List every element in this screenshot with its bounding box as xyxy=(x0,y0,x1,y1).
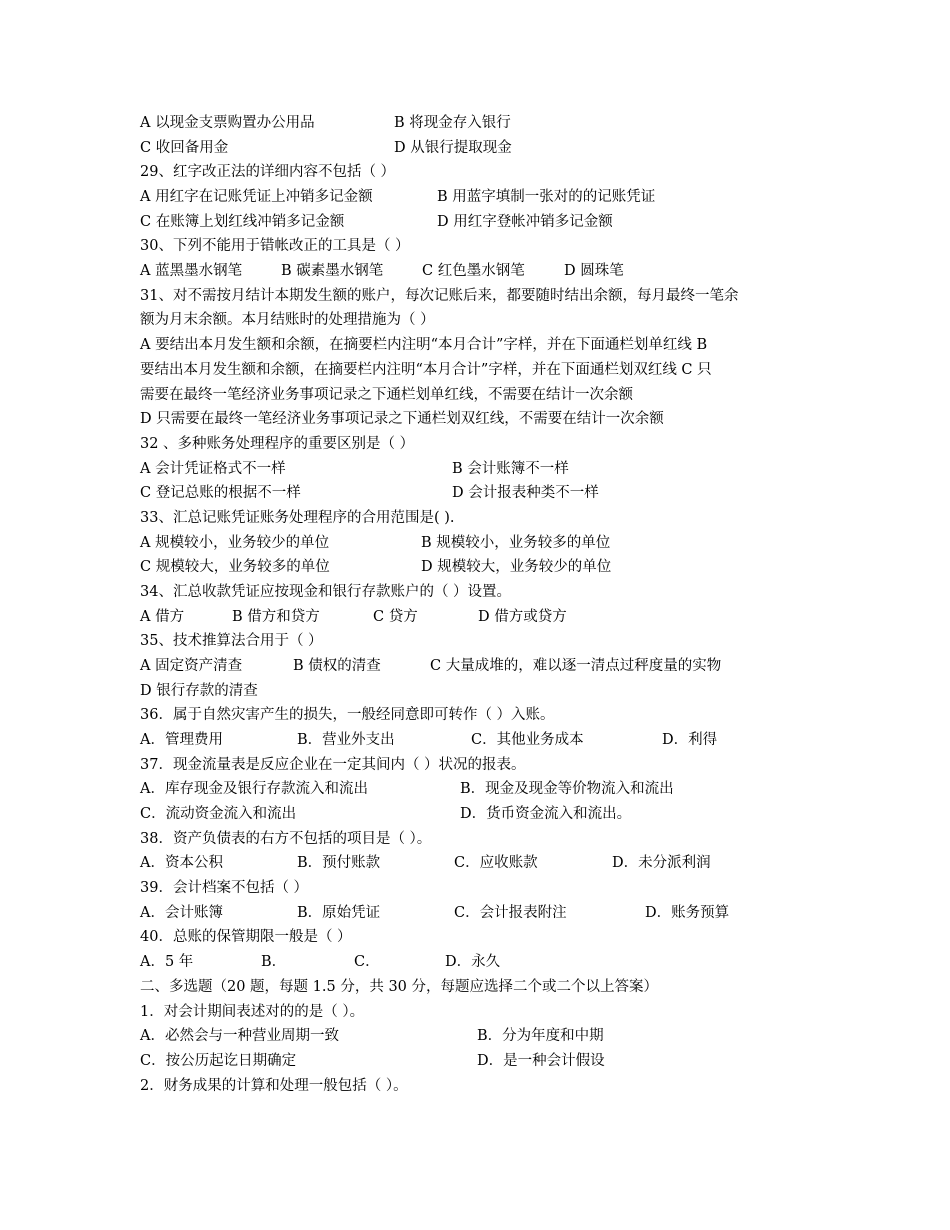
line-text: 要结出本月发生额和余额，在摘要栏内注明“本月合计”字样，并在下面通栏划双红线 C 只 xyxy=(140,361,712,378)
option-text: A．会计账簿 xyxy=(140,904,223,921)
option-text: B 借方和贷方 xyxy=(232,608,320,625)
option-text: D．货币资金流入和流出。 xyxy=(460,806,632,822)
option-text: A．必然会与一种营业周期一致 xyxy=(140,1028,339,1045)
option-text: B 债权的清查 xyxy=(293,658,381,674)
option-text: B 规模较小，业务较多的单位 xyxy=(421,534,611,551)
line-text: 32 、多种账务处理程序的重要区别是（ ） xyxy=(140,435,415,452)
line-text: 38．资产负债表的右方不包括的项目是（ ）。 xyxy=(140,830,432,847)
option-text: C 规模较大，业务较多的单位 xyxy=(140,559,330,576)
option-text: A．管理费用 xyxy=(140,732,223,748)
option-text: A 用红字在记账凭证上冲销多记金额 xyxy=(140,189,373,205)
line-text: 30、下列不能用于错帐改正的工具是（ ） xyxy=(140,238,410,255)
option-text: D 圆珠笔 xyxy=(564,263,624,280)
option-text: D．永久 xyxy=(445,954,501,971)
line-text: 31、对不需按月结计本期发生额的账户，每次记账后来，都要随时结出余额，每月最终一笔余 xyxy=(140,287,739,304)
option-text: B 用蓝字填制一张对的的记账凭证 xyxy=(437,189,656,205)
option-text: D 从银行提取现金 xyxy=(394,139,512,156)
option-text: D．账务预算 xyxy=(645,904,730,921)
option-text: D．是一种会计假设 xyxy=(477,1052,605,1069)
option-text: C 贷方 xyxy=(373,608,418,625)
option-text: B．现金及现金等价物流入和流出 xyxy=(460,781,674,798)
option-text: A 会计凭证格式不一样 xyxy=(140,460,286,477)
line-text: A 要结出本月发生额和余额，在摘要栏内注明“本月合计”字样，并在下面通栏划单红线 B xyxy=(140,337,708,354)
line-text: 1．对会计期间表述对的的是（ ）。 xyxy=(140,1003,365,1020)
option-text: D．未分派利润 xyxy=(612,855,711,872)
option-text: C 在账簿上划红线冲销多记金额 xyxy=(140,213,345,230)
option-text: C 大量成堆的，难以逐一清点过秤度量的实物 xyxy=(430,658,722,674)
option-text: C．按公历起讫日期确定 xyxy=(140,1052,297,1069)
option-text: B 将现金存入银行 xyxy=(394,115,511,131)
line-text: 37．现金流量表是反应企业在一定其间内（ ）状况的报表。 xyxy=(140,756,526,773)
option-text: C．应收账款 xyxy=(454,855,538,872)
option-text: A．资本公积 xyxy=(140,855,223,872)
option-text: C 登记总账的根据不一样 xyxy=(140,485,301,502)
option-text: A 蓝黑墨水钢笔 xyxy=(140,263,243,280)
option-text: B． xyxy=(261,954,287,971)
option-text: B．原始凭证 xyxy=(297,904,381,921)
option-text: C 红色墨水钢笔 xyxy=(422,263,525,280)
option-text: D 规模较大，业务较少的单位 xyxy=(421,559,612,576)
line-text: 35、技术推算法合用于（ ） xyxy=(140,633,323,650)
line-text: D 银行存款的清查 xyxy=(140,682,258,699)
option-text: B．预付账款 xyxy=(297,855,381,872)
option-text: A 规模较小，业务较少的单位 xyxy=(140,534,330,551)
line-text: D 只需要在最终一笔经济业务事项记录之下通栏划双红线，不需要在结计一次余额 xyxy=(140,411,664,428)
option-text: B．营业外支出 xyxy=(297,732,395,748)
line-text: 33、汇总记账凭证账务处理程序的合用范围是( ). xyxy=(140,509,455,526)
line-text: 额为月末余额。本月结账时的处理措施为（ ） xyxy=(140,312,435,329)
option-text: A 以现金支票购置办公用品 xyxy=(140,115,315,131)
line-text: 二、多选题（20 题，每题 1.5 分，共 30 分，每题应选择二个或二个以上答案） xyxy=(140,978,659,995)
option-text: B 会计账簿不一样 xyxy=(452,460,569,477)
line-text: 40．总账的保管期限一般是（ ） xyxy=(140,929,352,946)
line-text: 34、汇总收款凭证应按现金和银行存款账户的（ ）设置。 xyxy=(140,583,512,600)
option-text: A 借方 xyxy=(140,608,185,625)
option-text: A．5 年 xyxy=(140,954,194,971)
option-text: C．其他业务成本 xyxy=(471,732,584,748)
option-text: A 固定资产清查 xyxy=(140,658,243,674)
option-text: C 收回备用金 xyxy=(140,139,229,156)
line-text: 39．会计档案不包括（ ） xyxy=(140,880,309,897)
option-text: D 用红字登帐冲销多记金额 xyxy=(437,213,613,230)
option-text: A．库存现金及银行存款流入和流出 xyxy=(140,781,368,798)
option-text: D．利得 xyxy=(662,732,718,748)
option-text: D 会计报表种类不一样 xyxy=(452,485,599,502)
option-text: C．流动资金流入和流出 xyxy=(140,806,297,822)
option-text: C．会计报表附注 xyxy=(454,904,567,921)
line-text: 29、红字改正法的详细内容不包括（ ） xyxy=(140,164,396,181)
line-text: 需要在最终一笔经济业务事项记录之下通栏划单红线，不需要在结计一次余额 xyxy=(140,386,633,403)
line-text: 36．属于自然灾害产生的损失，一般经同意即可转作（ ）入账。 xyxy=(140,707,555,724)
line-text: 2．财务成果的计算和处理一般包括（ ）。 xyxy=(140,1077,408,1094)
option-text: B．分为年度和中期 xyxy=(477,1028,604,1045)
option-text: D 借方或贷方 xyxy=(478,608,567,625)
option-text: C． xyxy=(354,954,380,971)
option-text: B 碳素墨水钢笔 xyxy=(281,263,384,280)
